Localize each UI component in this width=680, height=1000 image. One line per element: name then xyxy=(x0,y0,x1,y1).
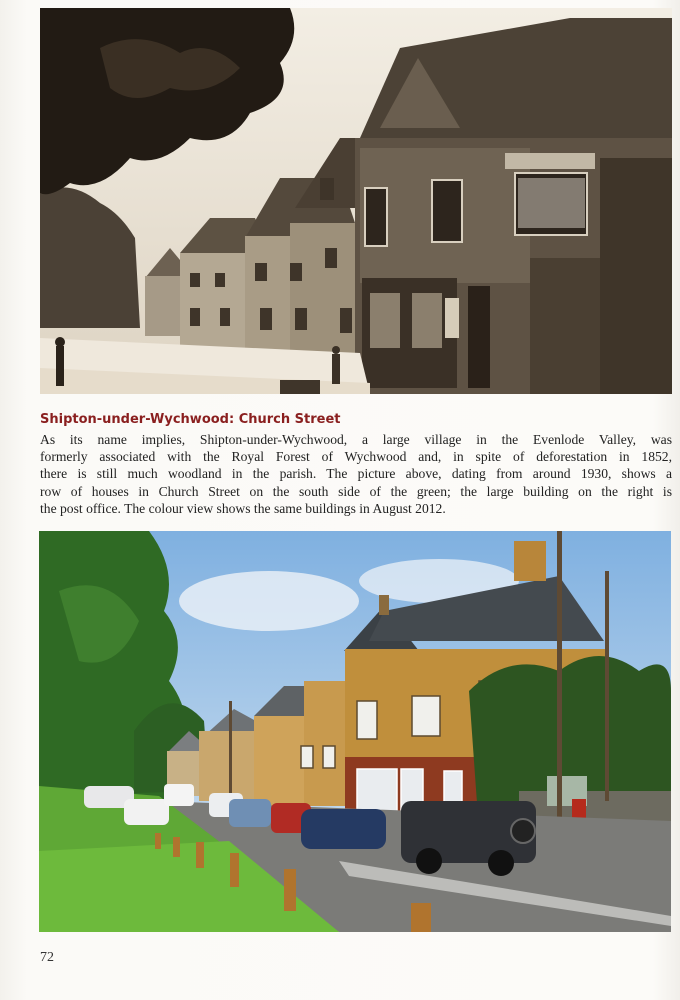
caption-title: Shipton-under-Wychwood: Church Street xyxy=(40,412,341,427)
caption-line: As its name implies, Shipton-under-Wychwood, a large village in the Evenlode Valley, was xyxy=(40,432,672,447)
colour-photo-image xyxy=(39,531,671,932)
caption-body xyxy=(40,431,672,517)
historic-photo-image xyxy=(40,8,672,394)
caption-line: the post office. The colour view shows the same buildings in August 2012. xyxy=(40,500,446,516)
caption-line: there is still much woodland in the parish. The picture above, dating from around 1930, shows a xyxy=(40,466,672,482)
colour-photo-church-street xyxy=(39,531,671,932)
historic-photo-church-street xyxy=(40,8,672,394)
caption-line: row of houses in Church Street on the south side of the green; the large building on the right is xyxy=(40,483,672,499)
page-number: 72 xyxy=(40,950,54,965)
caption-line: formerly associated with the Royal Forest of Wychwood and, in spite of deforestation in 1852, xyxy=(40,449,672,465)
